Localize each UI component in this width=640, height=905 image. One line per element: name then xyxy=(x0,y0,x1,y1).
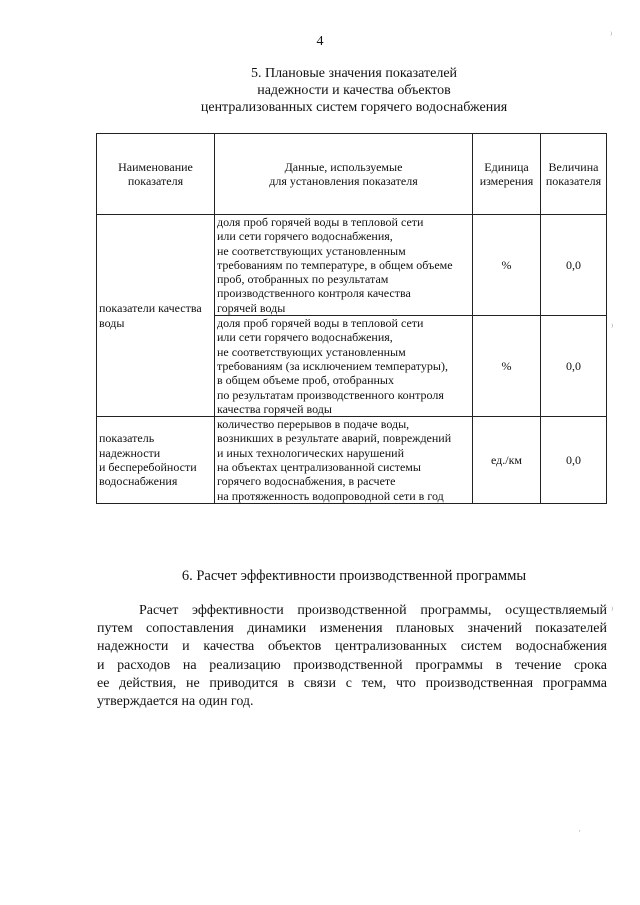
header-value: Величина показателя xyxy=(541,134,607,215)
page-number: 4 xyxy=(316,34,324,49)
paragraph-line: путем сопоставления динамики изменения плановых значений показателей xyxy=(97,621,607,637)
paragraph-line: утверждается на один год. xyxy=(97,694,254,710)
indicator-name-cell: показатели качества воды xyxy=(97,215,215,417)
scan-speck: ⁾ xyxy=(610,30,613,40)
scan-speck: ⁾ xyxy=(611,605,614,615)
section-6-title: 6. Расчет эффективности производственной программы xyxy=(181,568,527,584)
section-6-paragraph xyxy=(97,602,607,711)
data-cell: количество перерывов в подаче воды, возникших в результате аварий, повреждений и иных технологических нарушений на объектах централизованной системы горячего водоснабжения, в расчете на протяженность водопроводной сети в год xyxy=(215,417,473,504)
unit-cell: ед./км xyxy=(473,417,541,504)
header-indicator-name: Наименование показателя xyxy=(97,134,215,215)
paragraph-line: надежности и качества объектов централизованных систем водоснабжения xyxy=(97,639,607,655)
scan-speck: · xyxy=(578,826,581,836)
unit-cell: % xyxy=(473,215,541,316)
indicators-table xyxy=(96,133,607,504)
section-5-title-line: 5. Плановые значения показателей xyxy=(250,66,458,81)
data-cell: доля проб горячей воды в тепловой сети или сети горячего водоснабжения, не соответствующих установленным требованиям (за исключением температуры), в общем объеме проб, отобранных по результатам производственного контроля качества горячей воды xyxy=(215,316,473,417)
data-cell: доля проб горячей воды в тепловой сети или сети горячего водоснабжения, не соответствующих установленным требованиям по температуре, в общем объеме проб, отобранных по результатам производственного контроля качества горячей воды xyxy=(215,215,473,316)
paragraph-line: ее действия, не приводится в связи с тем, что производственная программа xyxy=(97,675,607,691)
paragraph-line: и расходов на реализацию производственной программы в течение срока xyxy=(97,657,607,673)
header-unit: Единица измерения xyxy=(473,134,541,215)
value-cell: 0,0 xyxy=(541,215,607,316)
value-cell: 0,0 xyxy=(541,417,607,504)
table-header-row xyxy=(97,134,607,215)
scan-speck: ⁾ xyxy=(611,322,614,332)
table-row xyxy=(97,215,607,316)
paragraph-line: Расчет эффективности производственной программы, осуществляемый xyxy=(139,603,607,618)
section-5-title xyxy=(100,65,608,116)
unit-cell: % xyxy=(473,316,541,417)
table-row xyxy=(97,417,607,504)
indicator-name-cell: показатель надежности и бесперебойности водоснабжения xyxy=(97,417,215,504)
header-data-used: Данные, используемые для установления показателя xyxy=(215,134,473,215)
section-5-title-line: надежности и качества объектов xyxy=(257,83,451,98)
section-5-title-line: централизованных систем горячего водоснабжения xyxy=(200,100,508,115)
value-cell: 0,0 xyxy=(541,316,607,417)
